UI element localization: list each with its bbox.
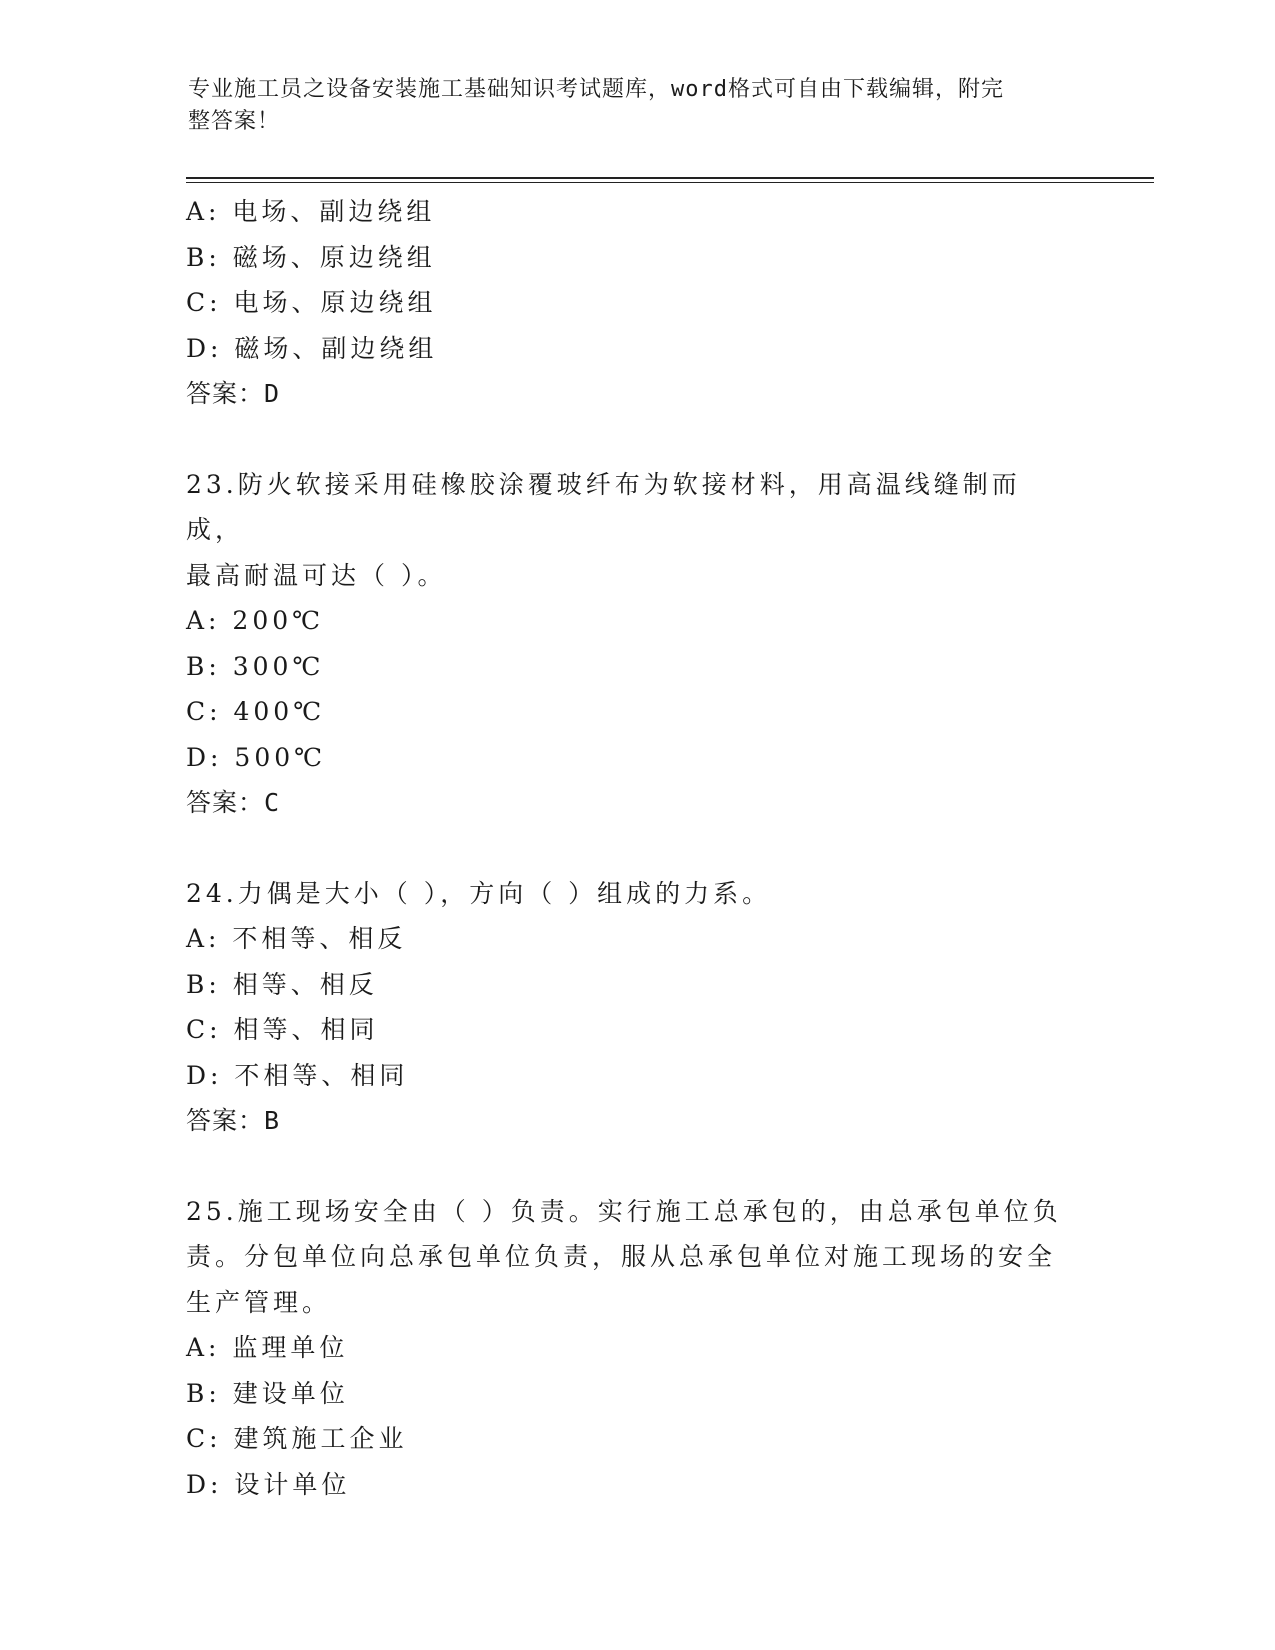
question-text <box>186 871 1066 917</box>
question-24 <box>186 871 1066 1144</box>
question-22 <box>186 189 1066 417</box>
question-list <box>186 189 1066 1507</box>
question-text-line: 24.力偶是大小（ ），方向（ ）组成的力系。 <box>186 878 772 908</box>
header-line-1: 专业施工员之设备安装施工基础知识考试题库，word格式可自由下载编辑，附完 <box>188 77 1004 102</box>
option-b: B: 磁场、原边绕组 <box>186 242 436 272</box>
document-header <box>188 74 1068 138</box>
option-b: B: 相等、相反 <box>186 969 378 999</box>
option-c: C: 电场、原边绕组 <box>186 288 437 317</box>
option-a: A: 不相等、相反 <box>186 924 407 953</box>
question-text-line: 23.防火软接采用硅橡胶涂覆玻纤布为软接材料，用高温线缝制而成， <box>186 469 1021 544</box>
question-text-line: 生产管理。 <box>186 1287 332 1317</box>
option-b: B: 300℃ <box>186 651 325 681</box>
option-c: C: 相等、相同 <box>186 1015 379 1044</box>
question-text-line: 最高耐温可达（ ）。 <box>186 560 447 590</box>
header-divider-thin <box>186 182 1154 183</box>
question-text <box>186 462 1066 599</box>
option-a: A: 200℃ <box>186 606 325 635</box>
answer-line: 答案：D <box>186 379 281 408</box>
option-c: C: 400℃ <box>186 697 326 726</box>
option-b: B: 建设单位 <box>186 1378 349 1408</box>
question-text <box>186 1189 1066 1326</box>
option-d: D: 磁场、副边绕组 <box>186 333 438 363</box>
question-text-line: 25.施工现场安全由（ ）负责。实行施工总承包的，由总承包单位负 <box>186 1196 1062 1226</box>
answer-line: 答案：C <box>186 788 281 817</box>
question-23 <box>186 462 1066 826</box>
option-c: C: 建筑施工企业 <box>186 1424 408 1453</box>
option-d: D: 500℃ <box>186 742 327 772</box>
option-d: D: 不相等、相同 <box>186 1060 409 1090</box>
option-a: A: 监理单位 <box>186 1333 349 1362</box>
header-divider-thick <box>186 177 1154 179</box>
option-d: D: 设计单位 <box>186 1469 351 1499</box>
question-25 <box>186 1189 1066 1508</box>
header-line-2: 整答案！ <box>188 109 281 134</box>
question-text-line: 责。分包单位向总承包单位负责，服从总承包单位对施工现场的安全 <box>186 1242 1057 1271</box>
answer-line: 答案：B <box>186 1106 281 1135</box>
option-a: A: 电场、副边绕组 <box>186 197 436 226</box>
